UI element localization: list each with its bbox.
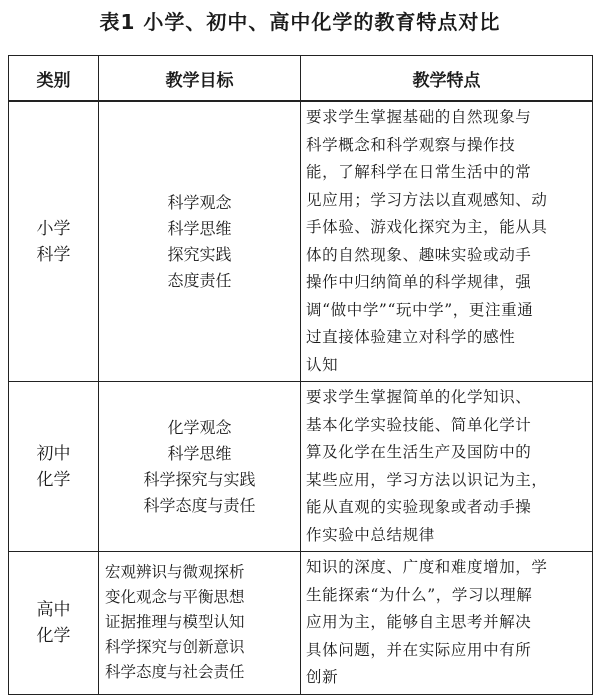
- goal-item: 科学探究与实践: [143, 469, 256, 489]
- goal-item: 科学思维: [167, 443, 232, 463]
- header-category: 类别: [9, 56, 99, 102]
- feature-line: 具体问题，并在实际应用中有所: [306, 640, 532, 659]
- feature-line: 见应用；学习方法以直观感知、动: [306, 190, 548, 209]
- feature-line: 创新: [306, 668, 339, 686]
- feature-line: 应用为主，能够自主思考并解决: [306, 613, 532, 631]
- feature-line: 认知: [306, 355, 339, 374]
- category-line: 高中: [36, 599, 71, 620]
- category-line: 小学: [36, 218, 71, 239]
- feature-line: 知识的深度、广度和难度增加，学: [306, 558, 548, 576]
- category-cell: [9, 101, 99, 382]
- goals-cell: [99, 552, 301, 695]
- header-goals: 教学目标: [99, 56, 301, 102]
- table-row-senior: [9, 552, 593, 695]
- feature-line: 操作中归纳简单的科学规律，强: [306, 273, 532, 291]
- feature-line: 能从直观的实验现象或者动手操: [306, 498, 532, 516]
- features-cell: [301, 101, 593, 382]
- table-title: 表1 小学、初中、高中化学的教育特点对比: [99, 10, 501, 34]
- category-line: 化学: [36, 469, 71, 490]
- feature-line: 要求学生掌握简单的化学知识、: [306, 388, 532, 406]
- goal-item: 证据推理与模型认知: [105, 613, 245, 632]
- feature-line: 科学概念和科学观察与操作技: [306, 135, 516, 154]
- header-row: [9, 56, 593, 102]
- feature-line: 手体验、游戏化探究为主，能从具: [306, 218, 548, 236]
- feature-line: 生能探索“为什么”，学习以理解: [306, 585, 533, 604]
- category-cell: [9, 552, 99, 695]
- features-cell: [301, 382, 593, 552]
- goal-item: 态度责任: [167, 270, 232, 290]
- features-cell: [301, 552, 593, 695]
- header-features: 教学特点: [301, 56, 593, 102]
- category-line: 化学: [36, 625, 71, 646]
- goal-item: 化学观念: [167, 417, 232, 437]
- feature-line: 算及化学在生活生产及国防中的: [306, 443, 532, 461]
- feature-line: 某些应用，学习方法以识记为主，: [306, 470, 548, 489]
- goal-item: 科学态度与社会责任: [105, 663, 245, 682]
- comparison-table: [8, 55, 593, 695]
- goal-item: 科学观念: [167, 192, 232, 212]
- goal-item: 科学态度与责任: [143, 495, 256, 515]
- goal-item: 宏观辨识与微观探析: [105, 563, 245, 582]
- feature-line: 体的自然现象、趣味实验或动手: [306, 245, 532, 264]
- table-row-junior: [9, 382, 593, 552]
- feature-line: 调“做中学”“玩中学”，更注重通: [306, 300, 534, 319]
- goal-item: 探究实践: [167, 244, 232, 264]
- category-cell: [9, 382, 99, 552]
- goal-item: 科学探究与创新意识: [105, 638, 245, 657]
- goal-item: 科学思维: [167, 218, 232, 238]
- feature-line: 过直接体验建立对科学的感性: [306, 328, 516, 346]
- feature-line: 能，了解科学在日常生活中的常: [306, 163, 532, 181]
- category-line: 初中: [36, 443, 71, 464]
- feature-line: 作实验中总结规律: [306, 525, 435, 544]
- goal-item: 变化观念与平衡思想: [105, 588, 245, 607]
- feature-line: 基本化学实验技能、简单化学计: [306, 415, 532, 434]
- feature-line: 要求学生掌握基础的自然现象与: [306, 108, 532, 126]
- table-row-primary: [9, 101, 593, 382]
- category-line: 科学: [36, 244, 71, 265]
- goals-cell: [99, 382, 301, 552]
- goals-cell: [99, 101, 301, 382]
